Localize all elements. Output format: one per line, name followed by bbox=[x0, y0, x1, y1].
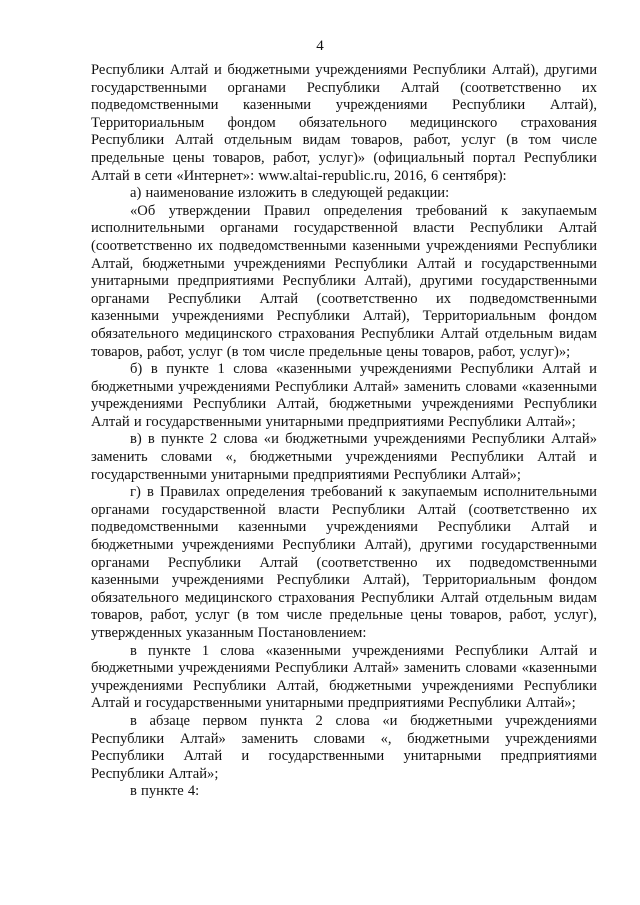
paragraph-item-a: а) наименование изложить в следующей редакции: bbox=[130, 185, 450, 202]
paragraph-item-b: б) в пункте 1 слова «казенными учреждениями Республики Алтай и бюджетными учреждениями Республики Алтай» заменить словами «казенными учреждениями Республики Алтай, бюджетными учреждениями Республики Алтай и государственными унитарными предприятиями Республики Алтай»; bbox=[91, 361, 597, 430]
paragraph-new-title: «Об утверждении Правил определения требований к закупаемым исполнительными органами государственной власти Республики Алтай (соответственно их подведомственными казенными учреждениями Республики Алтай, бюджетными учреждениями Республики Алтай и государственными унитарными предприятиями Республики Алтай), другими государственными органами Республики Алтай (соответственно их подведомственными казенными учреждениями Республики Алтай), Территориальным фондом обязательного медицинского страхования Республики Алтай отдельным видам товаров, работ, услуг (в том числе предельные цены товаров, работ, услуг)»; bbox=[91, 202, 597, 360]
paragraph-point-1: в пункте 1 слова «казенными учреждениями Республики Алтай и бюджетными учреждениями Республики Алтай» заменить словами «казенными учреждениями Республики Алтай, бюджетными учреждениями Республики Алтай и государственными унитарными предприятиями Республики Алтай»; bbox=[91, 642, 597, 712]
paragraph-item-g: г) в Правилах определения требований к закупаемым исполнительными органами государственной власти Республики Алтай (соответственно их подведомственными казенными учреждениями Республики Алтай и бюджетными учреждениями Республики Алтай), другими государственными органами Республики Алтай (соответственно их подведомственными казенными учреждениями Республики Алтай), Территориальным фондом обязательного медицинского страхования Республики Алтай отдельным видам товаров, работ, услуг (в том числе предельные цены товаров, работ, услуг), утвержденных указанным Постановлением: bbox=[91, 484, 597, 641]
paragraph-point-4: в пункте 4: bbox=[130, 783, 200, 800]
page-number: 4 bbox=[316, 38, 324, 54]
document-body bbox=[91, 62, 597, 801]
paragraph-continuation: Республики Алтай и бюджетными учреждениями Республики Алтай), другими государственными органами Республики Алтай (соответственно их подведомственными казенными учреждениями Республики Алтай), Территориальным фондом обязательного медицинского страхования Республики Алтай отдельным видам товаров, работ, услуг (в том числе предельные цены товаров, работ, услуг)» (официальный портал Республики Алтай в сети «Интернет»: www.altai-republic.ru, 2016, 6 сентября): bbox=[91, 62, 597, 184]
paragraph-item-v: в) в пункте 2 слова «и бюджетными учреждениями Республики Алтай» заменить словами «, бюджетными учреждениями Республики Алтай и государственными унитарными предприятиями Республики Алтай»; bbox=[91, 431, 597, 483]
paragraph-point-2: в абзаце первом пункта 2 слова «и бюджетными учреждениями Республики Алтай» заменить словами «, бюджетными учреждениями Республики Алтай и государственными унитарными предприятиями Республики Алтай»; bbox=[91, 712, 597, 782]
